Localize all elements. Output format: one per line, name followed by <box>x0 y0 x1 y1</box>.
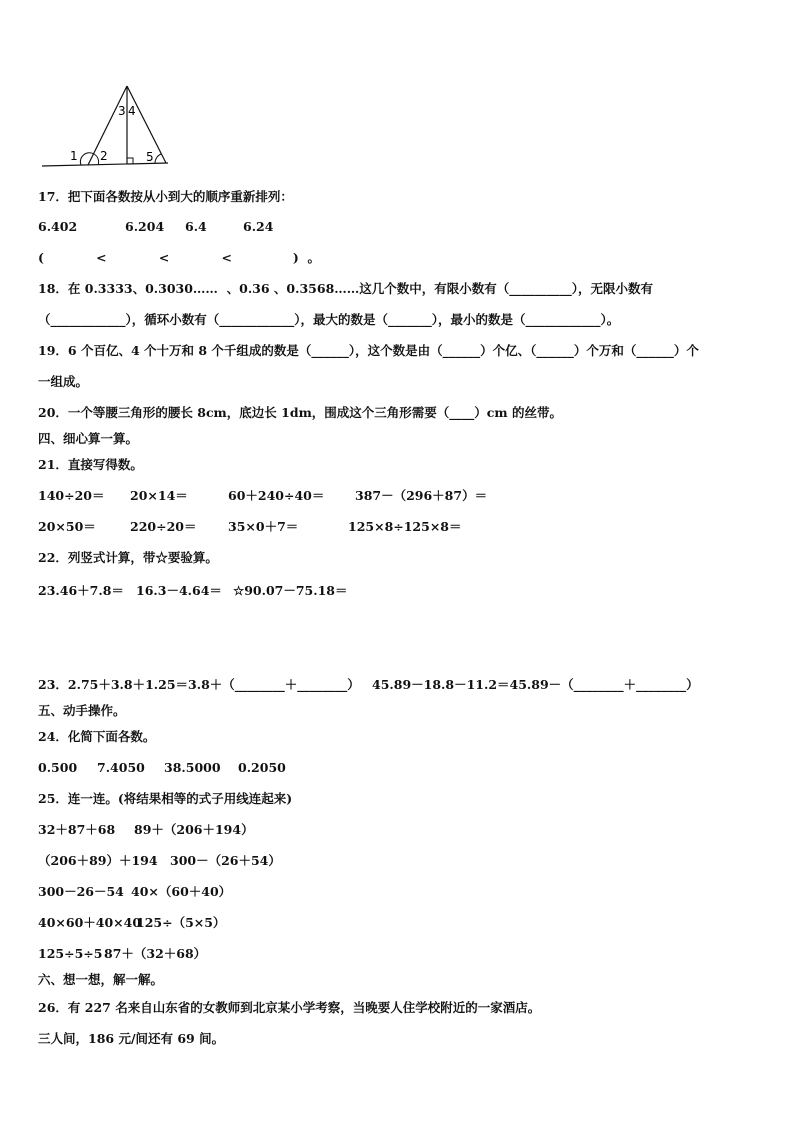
q26-line-2: 三人间，186 元/间还有 69 间。 <box>38 1031 225 1046</box>
q25-left-2[interactable]: （206＋89）＋194 <box>38 853 158 868</box>
q21-row1-item-4: 387－（296＋87）＝ <box>355 488 488 503</box>
q24-prompt: 24．化简下面各数。 <box>38 729 156 744</box>
q25-right-5[interactable]: 87＋（32＋68） <box>104 946 207 961</box>
q25-left-1[interactable]: 32＋87＋68 <box>38 822 116 837</box>
q21-row1-item-3: 60＋240÷40＝ <box>228 488 325 503</box>
q24-number-4: 0.2050 <box>238 760 286 775</box>
q22-item-1: 23.46＋7.8＝ <box>38 583 124 598</box>
angle-label-1: 1 <box>70 149 78 163</box>
angle-2-arc <box>94 154 99 165</box>
q22-prompt: 22．列竖式计算，带☆要验算。 <box>38 550 218 565</box>
q25-right-4[interactable]: 125÷（5×5） <box>136 915 226 930</box>
q18-line-2[interactable]: （____________），循环小数有（____________），最大的数是（_______），最小的数是（____________）。 <box>38 312 620 327</box>
angle-label-2: 2 <box>100 149 108 163</box>
q17-answer-line[interactable]: ( < < < ) 。 <box>38 250 321 265</box>
q17-number-1: 6.402 <box>38 219 78 234</box>
q25-left-3[interactable]: 300－26－54 <box>38 884 124 899</box>
q17-number-4: 6.24 <box>243 219 274 234</box>
angle-5-arc <box>155 154 161 163</box>
q22-item-3: ☆90.07－75.18＝ <box>233 583 348 598</box>
q25-right-3[interactable]: 40×（60＋40） <box>131 884 232 899</box>
q24-number-1: 0.500 <box>38 760 78 775</box>
q17-number-3: 6.4 <box>185 219 207 234</box>
q18-line-1[interactable]: 18．在 0.3333、0.3030…… 、0.36 、0.3568……这几个数中，有限小数有（__________），无限小数有 <box>38 281 654 296</box>
q21-row2-item-1: 20×50＝ <box>38 519 96 534</box>
q19-line-1[interactable]: 19．6 个百亿、4 个十万和 8 个千组成的数是（______），这个数是由（______）个亿、（______）个万和（______）个 <box>38 343 699 358</box>
q25-right-2[interactable]: 300－（26＋54） <box>170 853 281 868</box>
angle-label-3: 3 <box>118 104 126 118</box>
q22-item-2: 16.3－4.64＝ <box>136 583 222 598</box>
q24-number-2: 7.4050 <box>97 760 145 775</box>
q23-part-1[interactable]: 23．2.75＋3.8＋1.25＝3.8＋（________＋________） <box>38 677 360 692</box>
q21-row2-item-4: 125×8÷125×8＝ <box>348 519 462 534</box>
section-5-heading: 五、动手操作。 <box>38 703 126 718</box>
q23-part-2[interactable]: 45.89－18.8－11.2＝45.89－（________＋________） <box>372 677 699 692</box>
q25-right-1[interactable]: 89＋（206＋194） <box>134 822 254 837</box>
q19-line-2: 一组成。 <box>38 374 89 389</box>
q17-number-2: 6.204 <box>125 219 165 234</box>
q20-text[interactable]: 20．一个等腰三角形的腰长 8cm，底边长 1dm，围成这个三角形需要（____）cm 的丝带。 <box>38 405 562 420</box>
q17-prompt: 17．把下面各数按从小到大的顺序重新排列： <box>38 189 293 204</box>
section-4-heading: 四、细心算一算。 <box>38 431 139 446</box>
q21-row2-item-3: 35×0＋7＝ <box>228 519 299 534</box>
section-6-heading: 六、想一想，解一解。 <box>38 972 164 987</box>
angle-label-4: 4 <box>128 104 136 118</box>
q25-left-5[interactable]: 125÷5÷5 <box>38 946 103 961</box>
angle-label-5: 5 <box>146 150 154 164</box>
q24-number-3: 38.5000 <box>164 760 221 775</box>
q21-row1-item-1: 140÷20＝ <box>38 488 105 503</box>
right-angle-mark <box>127 158 133 164</box>
q25-left-4[interactable]: 40×60＋40×40 <box>38 915 142 930</box>
angle-1-arc <box>80 153 94 165</box>
q21-prompt: 21．直接写得数。 <box>38 457 143 472</box>
q25-prompt: 25．连一连。(将结果相等的式子用线连起来) <box>38 791 293 806</box>
q26-line-1: 26．有 227 名来自山东省的女教师到北京某小学考察，当晚要人住学校附近的一家酒店。 <box>38 1000 541 1015</box>
q21-row2-item-2: 220÷20＝ <box>130 519 197 534</box>
triangle-figure <box>38 82 173 170</box>
q21-row1-item-2: 20×14＝ <box>130 488 188 503</box>
